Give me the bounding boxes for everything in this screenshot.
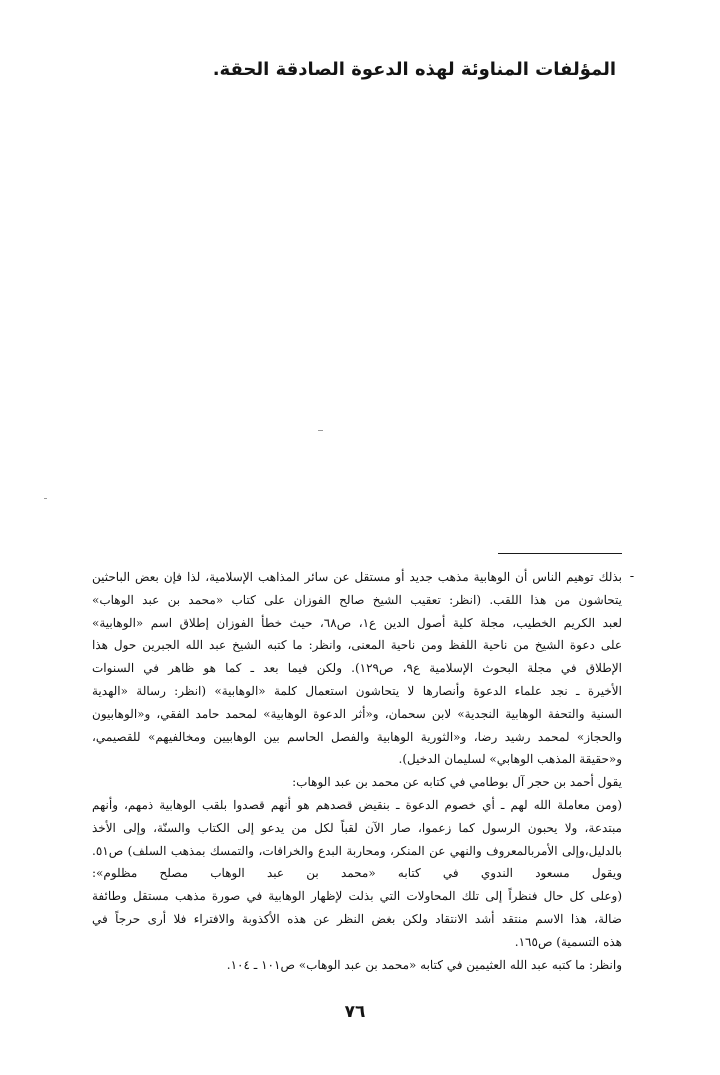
footnote-separator — [498, 553, 622, 554]
footnote-line: السنية والتحفة الوهابية النجدية» لابن سحمان، و«أثر الدعوة الوهابية» لمحمد حامد الفقي، و«الوهابيون — [92, 706, 622, 721]
footnote-line: بذلك توهيم الناس أن الوهابية مذهب جديد أو مستقل عن سائر المذاهب الإسلامية، لذا فإن بعض الباحثين — [92, 570, 622, 584]
footnote-line: وانظر: ما كتبه عبد الله العثيمين في كتابه «محمد بن عبد الوهاب» ص١٠١ ـ ١٠٤. — [226, 957, 622, 972]
page-number: ٧٦ — [344, 1002, 366, 1022]
footnote — [92, 566, 622, 976]
section-heading: المؤلفات المناوئة لهذه الدعوة الصادقة الحقة. — [212, 59, 616, 80]
footnote-line: هذه التسمية) ص١٦٥. — [514, 934, 622, 949]
footnote-line: بالدليل،وإلى الأمربالمعروف والنهي عن المنكر، ومحاربة البدع والخرافات، والتمسك بمذهب السلف) ص٥١. — [92, 843, 622, 858]
footnote-line: يتحاشون من هذا اللقب. (انظر: تعقيب الشيخ صالح الفوزان على كتاب «محمد بن عبد الوهاب» — [92, 592, 622, 607]
footnote-line: الأخيرة ـ نجد علماء الدعوة وأنصارها لا يتحاشون استعمال كلمة «الوهابية» (انظر: رسالة «الهدية — [92, 683, 622, 698]
footnote-line: والحجاز» لمحمد رشيد رضا، و«الثورية الوهابية والفصل الحاسم بين الوهابيين ومخالفيهم» للقصيمي، — [92, 729, 622, 744]
footnote-line: مبتدعة، ولا يحبون الرسول كما زعموا، صار الآن لقباً لكل من يدعو إلى الكتاب والسنّة، وإلى الأخذ — [92, 820, 622, 835]
footnote-line: ويقول مسعود الندوي في كتابه «محمد بن عبد الوهاب مصلح مظلوم»: — [92, 866, 622, 881]
footnote-line: (وعلى كل حال فنظراً إلى تلك المحاولات التي بذلت لإظهار الوهابية في صورة مذهب مستقل وطائفة — [92, 889, 622, 904]
footnote-line: و«حقيقة المذهب الوهابي» لسليمان الدخيل). — [398, 752, 622, 767]
footnote-line: ضالة، هذا الاسم منتقد أشد الانتقاد ولكن بغض النظر عن هذه الأكذوبة والافتراء فلا أرى حرجاً في — [92, 911, 622, 926]
footnote-marker: - — [629, 569, 635, 584]
footnote-line: لعبد الكريم الخطيب، مجلة كلية أصول الدين ع١، ص٦٨، حيث خطأ الفوزان إطلاق اسم «الوهابية» — [92, 615, 622, 630]
footnote-line: الإطلاق في مجلة البحوث الإسلامية ع٩، ص١٢٩). ولكن فيما بعد ـ كما هو ظاهر في السنوات — [92, 661, 622, 676]
footnote-line: يقول أحمد بن حجر آل بوطامي في كتابه عن محمد بن عبد الوهاب: — [292, 775, 622, 790]
footnote-line: (ومن معاملة الله لهم ـ أي خصوم الدعوة ـ بنقيض قصدهم هو أنهم قصدوا بلقب الوهابية ذمهم، وأنهم — [92, 797, 622, 812]
footnote-line: على دعوة الشيخ من ناحية اللفظ ومن ناحية المعنى، وانظر: ما كتبه الشيخ عبد الله الجبرين حول هذا — [92, 638, 622, 653]
scan-speck — [44, 498, 47, 499]
scan-speck — [318, 430, 323, 431]
